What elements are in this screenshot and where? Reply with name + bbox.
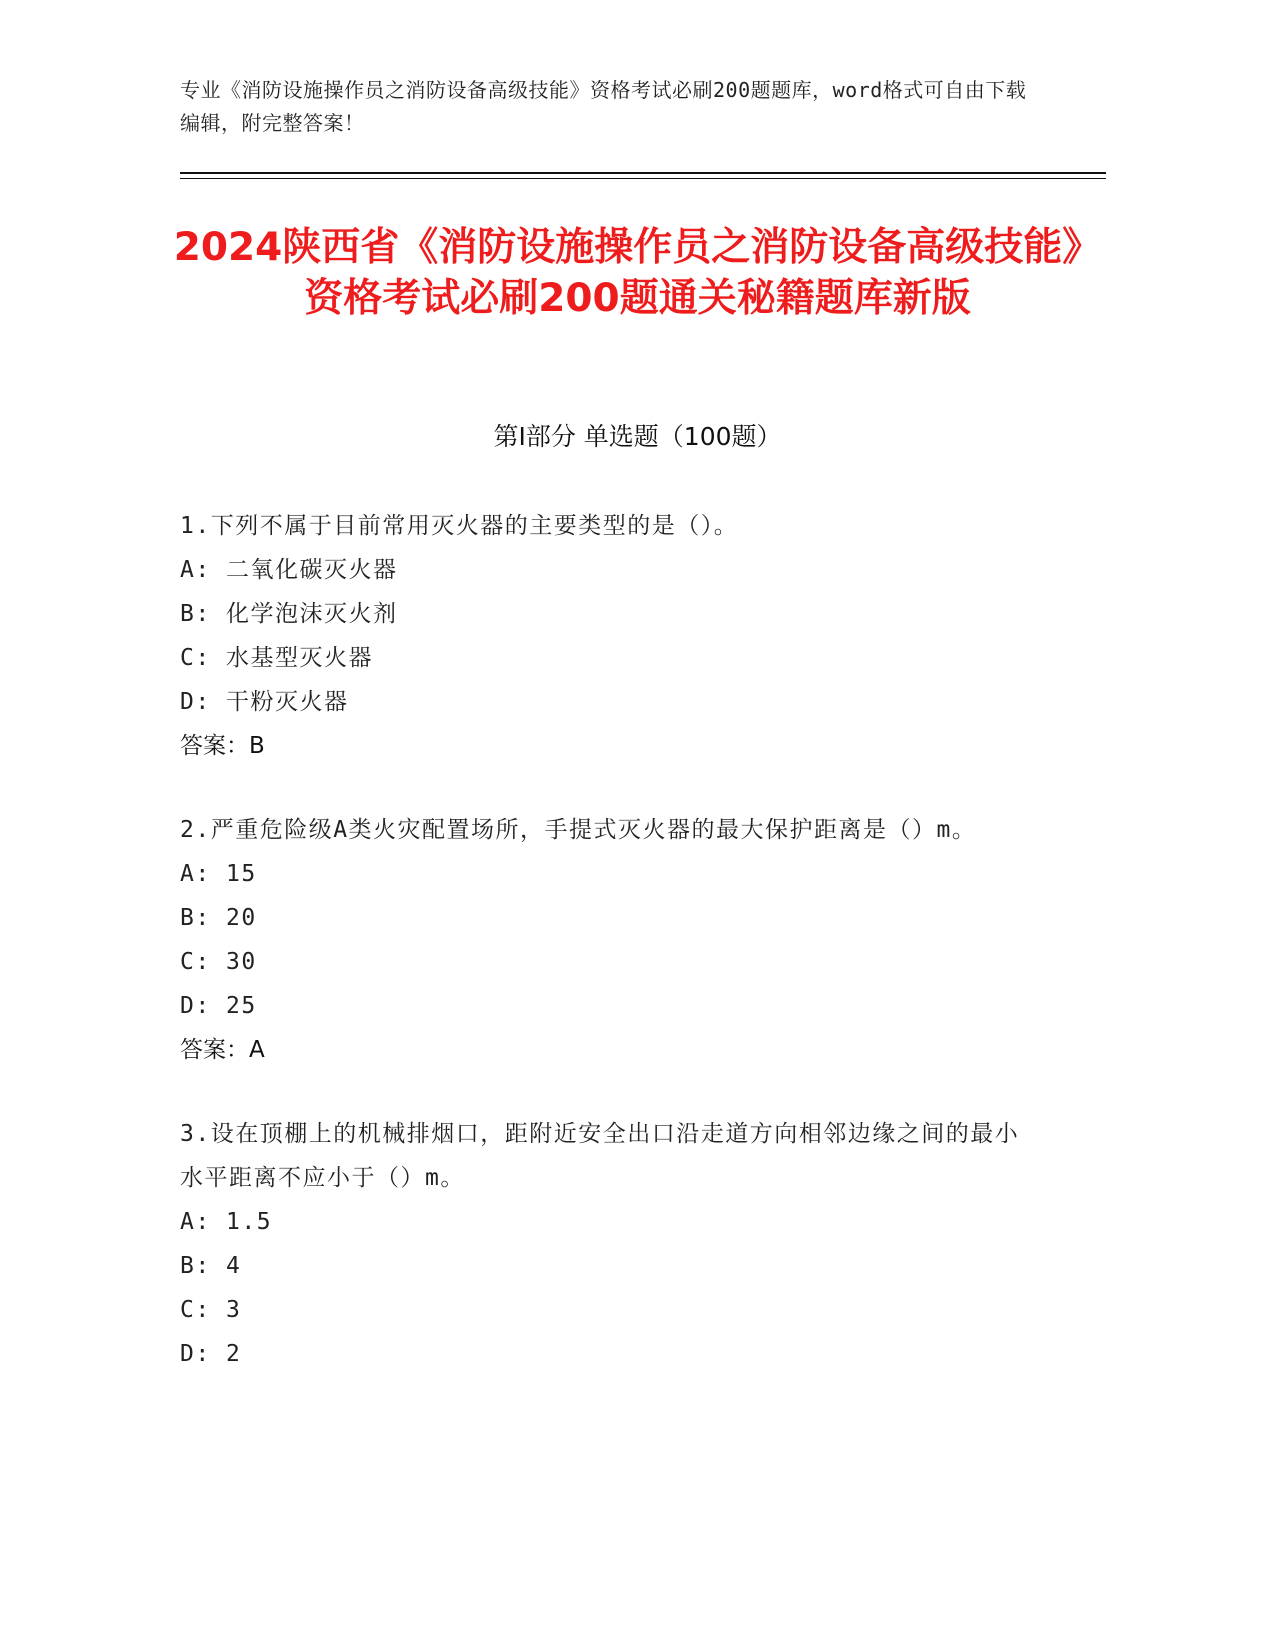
option-b: B: 4 [180,1253,242,1279]
option-b: B: 化学泡沫灭火剂 [180,601,398,627]
document-title: 2024陕西省《消防设施操作员之消防设备高级技能》资格考试必刷200题通关秘籍题库新版 [173,225,1102,321]
option-d: D: 2 [180,1341,242,1367]
question-2 [180,808,1040,1072]
option-d: D: 干粉灭火器 [180,689,349,715]
option-d: D: 25 [180,993,257,1019]
question-list [180,504,1040,1416]
option-c: C: 水基型灭火器 [180,645,374,671]
question-stem: 2.严重危险级A类火灾配置场所，手提式灭火器的最大保护距离是（）m。 [180,817,977,843]
option-a: A: 二氧化碳灭火器 [180,557,398,583]
option-b: B: 20 [180,905,257,931]
header-divider-thick [180,172,1106,174]
answer-line: 答案：B [180,733,265,759]
question-3 [180,1112,1040,1376]
option-c: C: 3 [180,1297,242,1323]
header-divider-thin [180,178,1106,179]
option-a: A: 1.5 [180,1209,273,1235]
question-stem: 1.下列不属于目前常用灭火器的主要类型的是（）。 [180,513,739,539]
option-c: C: 30 [180,949,257,975]
section-heading: 第I部分 单选题（100题） [493,422,782,451]
question-1 [180,504,1040,768]
answer-line: 答案：A [180,1037,265,1063]
header-note: 专业《消防设施操作员之消防设备高级技能》资格考试必刷200题题库，word格式可自由下载编辑，附完整答案！ [180,78,1027,135]
question-stem: 3.设在顶棚上的机械排烟口，距附近安全出口沿走道方向相邻边缘之间的最小水平距离不应小于（）m。 [180,1121,1020,1191]
option-a: A: 15 [180,861,257,887]
